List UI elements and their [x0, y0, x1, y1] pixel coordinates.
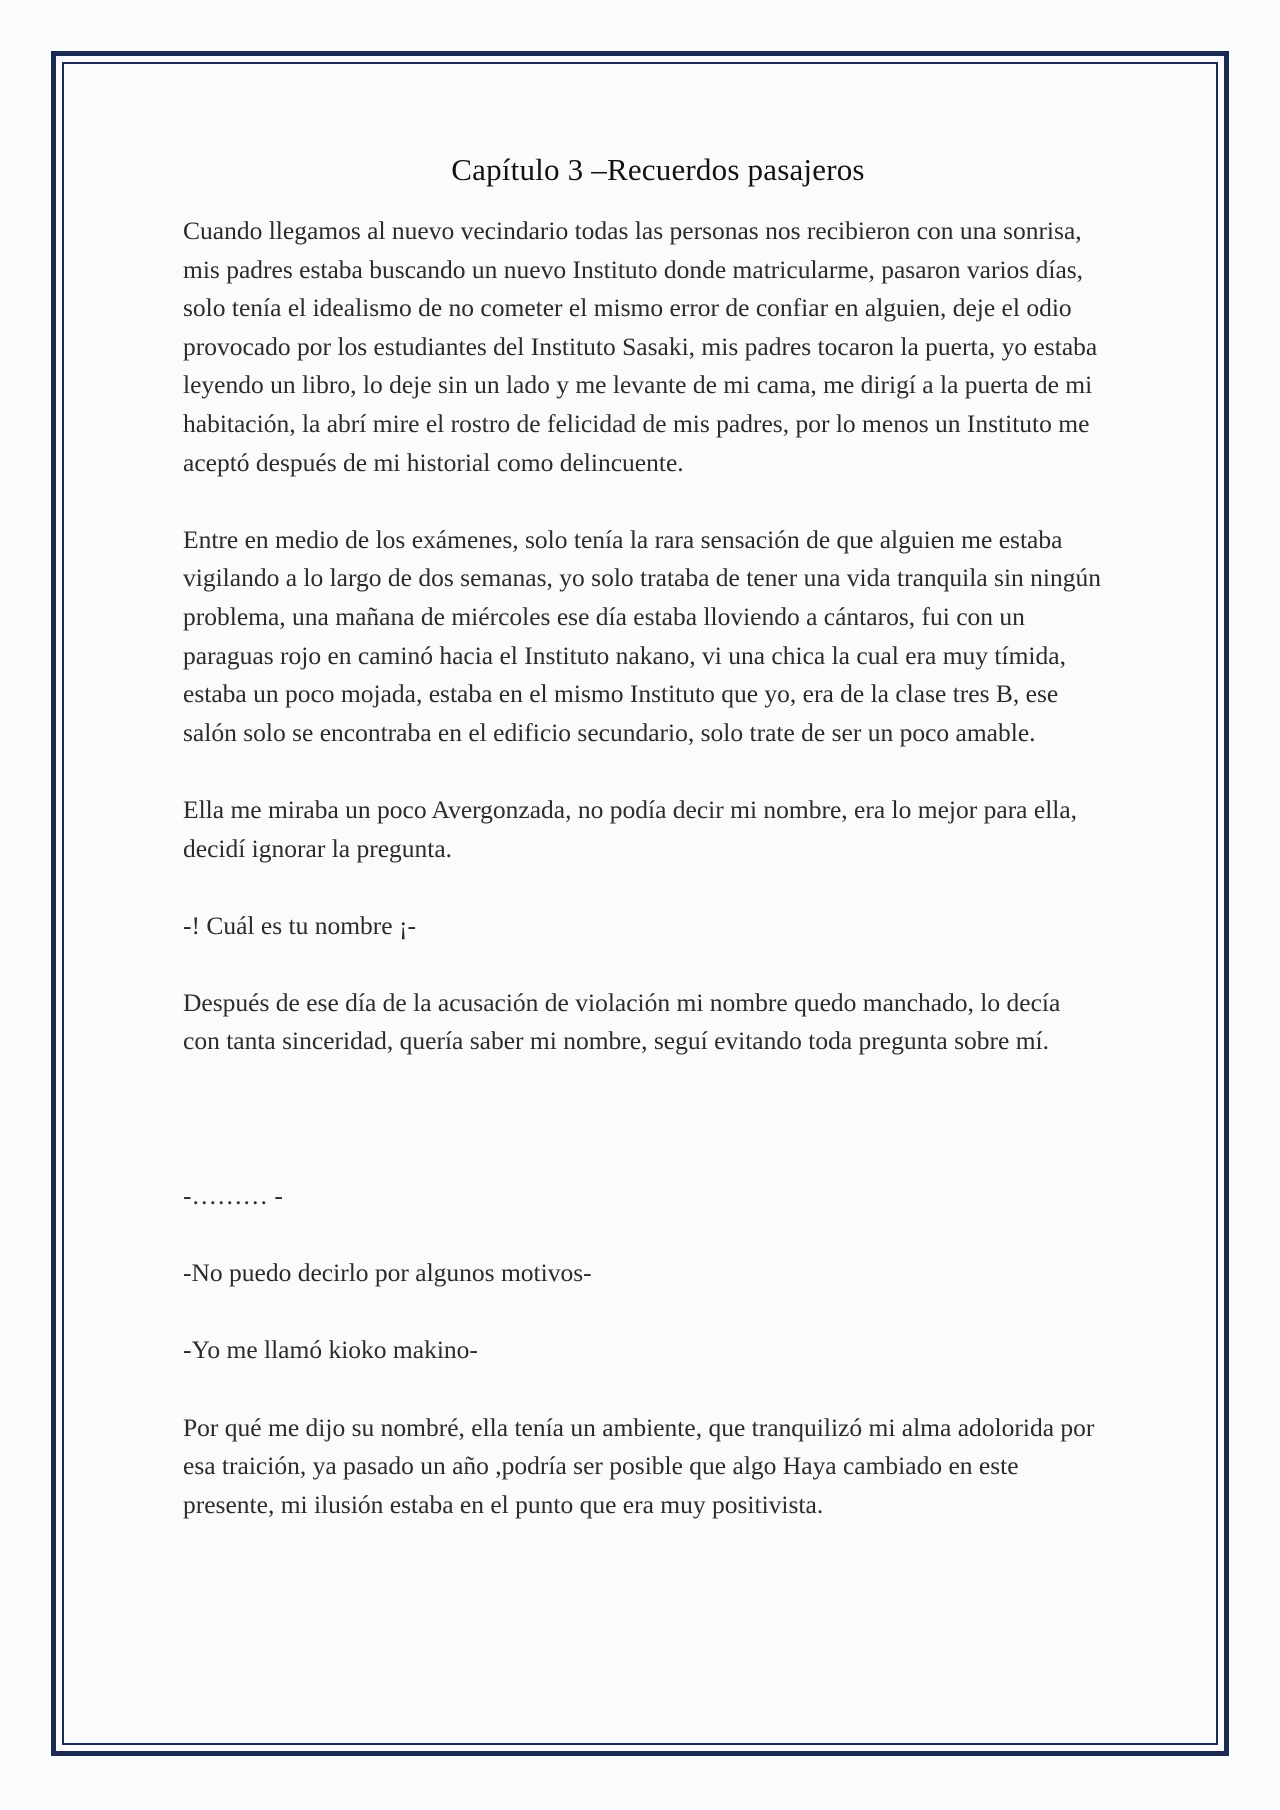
paragraph: Por qué me dijo su nombré, ella tenía un ambiente, que tranquilizó mi alma adolorida por esa traición, ya pasado un año ,podría ser posible que algo Haya cambiado en este presente, mi ilusión estaba en el punto que era muy positivista. — [183, 1412, 1095, 1519]
paragraph: Entre en medio de los exámenes, solo tenía la rara sensación de que alguien me estaba vigilando a lo largo de dos semanas, yo solo trataba de tener una vida tranquila sin ningún problema, una mañana de miércoles ese día estaba lloviendo a cántaros, fui con un paraguas rojo en caminó hacia el Instituto nakano, vi una chica la cual era muy tímida, estaba un poco mojada, estaba en el mismo Instituto que yo, era de la clase tres B, ese salón solo se encontraba en el edificio secundario, solo trate de ser un poco amable. — [183, 524, 1102, 747]
paragraph: Ella me miraba un poco Avergonzada, no podía decir mi nombre, era lo mejor para ella, decidí ignorar la pregunta. — [183, 794, 1078, 863]
document-body — [183, 152, 1103, 1563]
paragraph: Cuando llegamos al nuevo vecindario todas las personas nos recibieron con una sonrisa, mis padres estaba buscando un nuevo Instituto donde matricularme, pasaron varios días, solo tenía el idealismo de no cometer el mismo error de confiar en alguien, deje el odio provocado por los estudiantes del Instituto Sasaki, mis padres tocaron la puerta, yo estaba leyendo un libro, lo deje sin un lado y me levante de mi cama, me dirigí a la puerta de mi habitación, la abrí mire el rostro de felicidad de mis padres, por lo menos un Instituto me aceptó después de mi historial como delincuente. — [183, 216, 1098, 477]
dialogue-line: -……… - — [183, 1181, 283, 1211]
dialogue-line: -! Cuál es tu nombre ¡- — [183, 910, 416, 940]
dialogue-line: -No puedo decirlo por algunos motivos- — [183, 1258, 592, 1288]
dialogue-line: -Yo me llamó kioko makino- — [183, 1335, 478, 1365]
paragraph: Después de ese día de la acusación de violación mi nombre quedo manchado, lo decía con tanta sinceridad, quería saber mi nombre, seguí evitando toda pregunta sobre mí. — [183, 987, 1061, 1056]
chapter-title: Capítulo 3 –Recuerdos pasajeros — [451, 152, 865, 187]
